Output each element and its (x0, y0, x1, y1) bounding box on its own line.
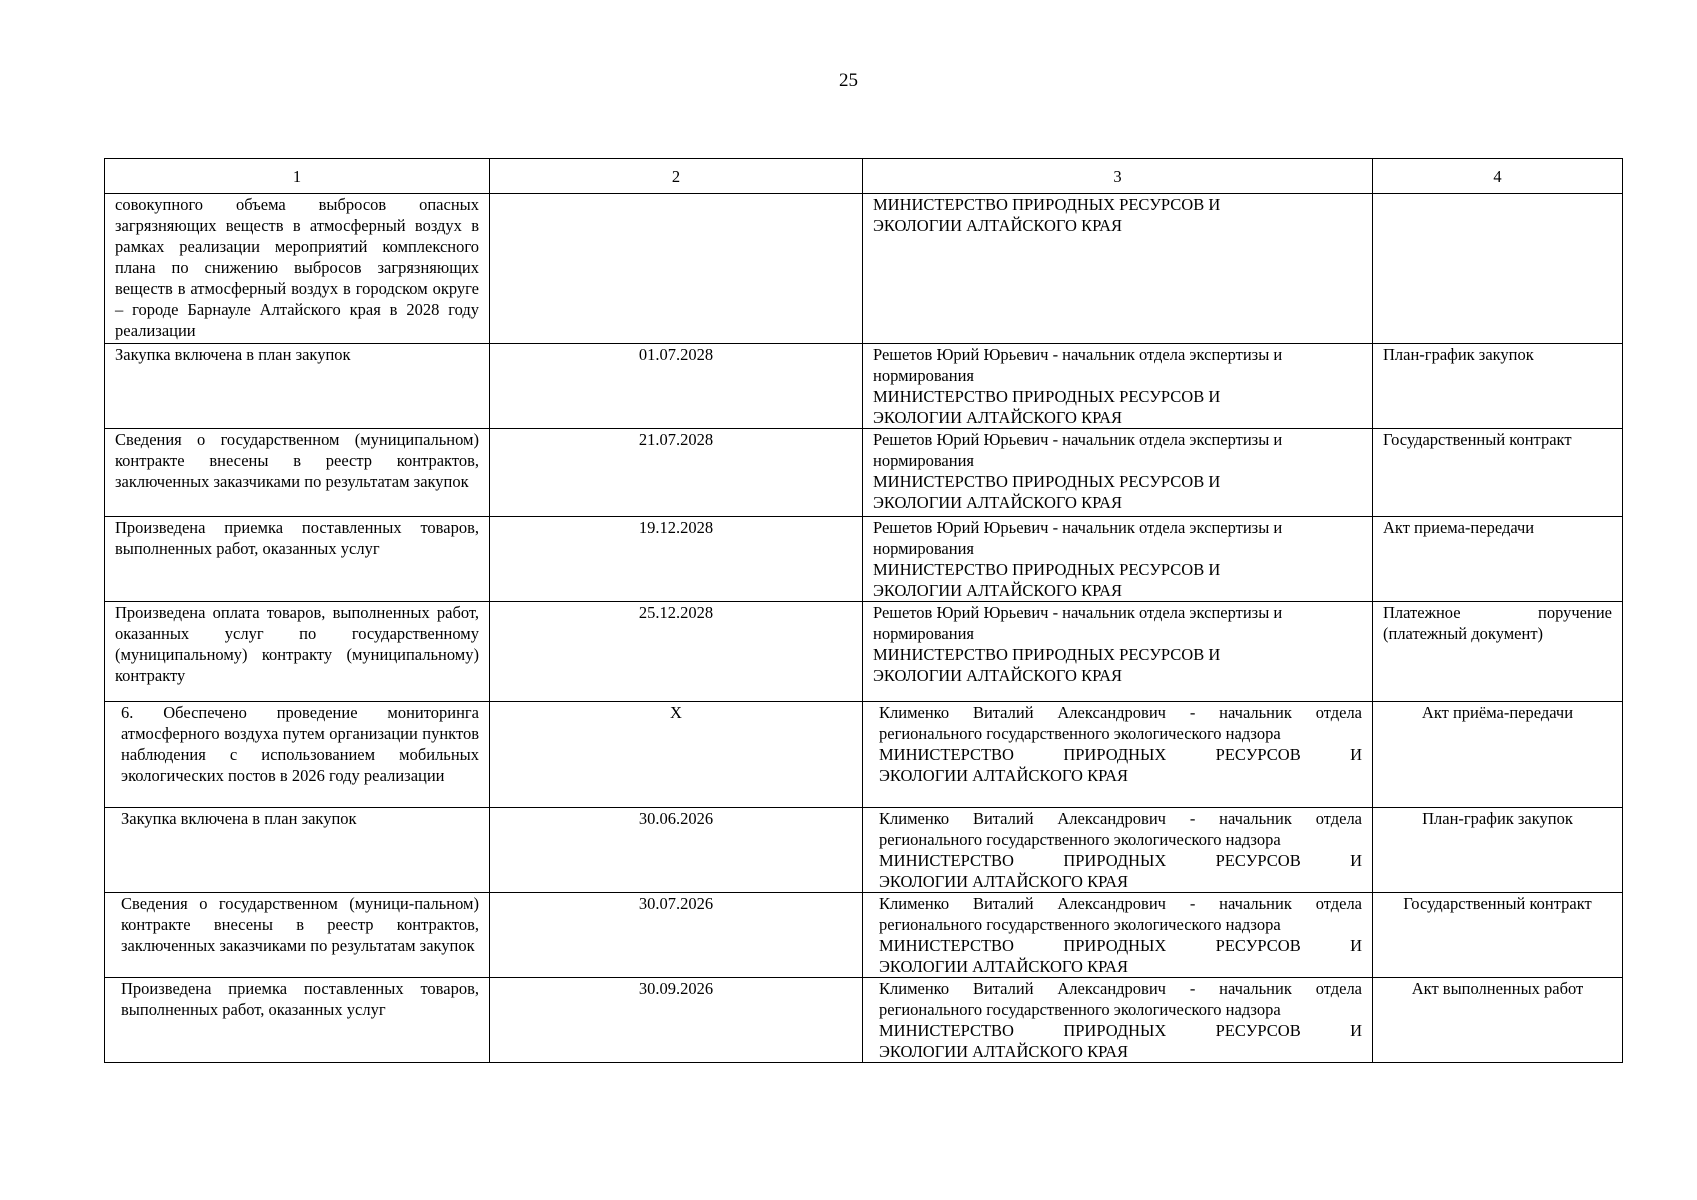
ministry-line-2: ЭКОЛОГИИ АЛТАЙСКОГО КРАЯ (873, 666, 1123, 685)
responsible-cell (863, 602, 1373, 702)
ministry-line-1: МИНИСТЕРСТВО ПРИРОДНЫХ РЕСУРСОВ И (873, 387, 1221, 406)
responsible-person: Решетов Юрий Юрьевич - начальник отдела экспертизы и нормирования (873, 518, 1283, 558)
date-cell: 21.07.2028 (490, 429, 863, 517)
schedule-table (104, 158, 1623, 1063)
responsible-person: Решетов Юрий Юрьевич - начальник отдела экспертизы и нормирования (873, 603, 1283, 643)
date-cell: X (490, 702, 863, 808)
event-cell: Произведена приемка поставленных товаров, выполненных работ, оказанных услуг (105, 517, 490, 602)
table-row (105, 808, 1623, 893)
event-cell: Закупка включена в план закупок (105, 808, 490, 893)
date-cell: 01.07.2028 (490, 344, 863, 429)
responsible-person: Клименко Виталий Александрович - начальник отдела регионального государственного экологического надзора (879, 979, 1362, 1019)
event-cell: Закупка включена в план закупок (105, 344, 490, 429)
table-row (105, 194, 1623, 344)
event-cell: 6. Обеспечено проведение мониторинга атмосферного воздуха путем организации пунктов наблюдения с использованием мобильных экологических постов в 2026 году реализации (105, 702, 490, 808)
responsible-person: Решетов Юрий Юрьевич - начальник отдела экспертизы и нормирования (873, 430, 1283, 470)
table-row (105, 344, 1623, 429)
ministry-line-2: ЭКОЛОГИИ АЛТАЙСКОГО КРАЯ (879, 872, 1129, 891)
ministry-line-1: МИНИСТЕРСТВО ПРИРОДНЫХ РЕСУРСОВ И (873, 645, 1221, 664)
table-row (105, 978, 1623, 1063)
date-cell: 25.12.2028 (490, 602, 863, 702)
responsible-cell (863, 893, 1373, 978)
responsible-cell (863, 702, 1373, 808)
document-cell: План-график закупок (1373, 344, 1623, 429)
responsible-person: Клименко Виталий Александрович - начальник отдела регионального государственного экологического надзора (879, 894, 1362, 934)
responsible-cell (863, 517, 1373, 602)
date-cell: 30.07.2026 (490, 893, 863, 978)
ministry-line-1: МИНИСТЕРСТВО ПРИРОДНЫХ РЕСУРСОВ И (873, 560, 1221, 579)
responsible-cell (863, 429, 1373, 517)
responsible-person: Решетов Юрий Юрьевич - начальник отдела экспертизы и нормирования (873, 345, 1283, 385)
event-cell: Произведена приемка поставленных товаров, выполненных работ, оказанных услуг (105, 978, 490, 1063)
responsible-cell (863, 808, 1373, 893)
ministry-line-1: МИНИСТЕРСТВО ПРИРОДНЫХ РЕСУРСОВ И (879, 936, 1362, 955)
ministry-line-2: ЭКОЛОГИИ АЛТАЙСКОГО КРАЯ (879, 957, 1129, 976)
document-cell: План-график закупок (1373, 808, 1623, 893)
ministry-line-2: ЭКОЛОГИИ АЛТАЙСКОГО КРАЯ (873, 493, 1123, 512)
responsible-cell (863, 978, 1373, 1063)
document-cell: Акт приёма-передачи (1373, 702, 1623, 808)
column-header-1: 1 (105, 159, 490, 194)
ministry-line-1: МИНИСТЕРСТВО ПРИРОДНЫХ РЕСУРСОВ И (873, 472, 1221, 491)
event-cell: Произведена оплата товаров, выполненных работ, оказанных услуг по государственному (муниципальному) контракту (муниципальному) контракту (105, 602, 490, 702)
event-cell: Сведения о государственном (муниципальном) контракте внесены в реестр контрактов, заключенных заказчиками по результатам закупок (105, 429, 490, 517)
column-header-3: 3 (863, 159, 1373, 194)
responsible-person: Клименко Виталий Александрович - начальник отдела регионального государственного экологического надзора (879, 809, 1362, 849)
ministry-line-1: МИНИСТЕРСТВО ПРИРОДНЫХ РЕСУРСОВ И (879, 851, 1362, 870)
event-cell: Сведения о государственном (муници-пальном) контракте внесены в реестр контрактов, заключенных заказчиками по результатам закупок (105, 893, 490, 978)
date-cell: 30.09.2026 (490, 978, 863, 1063)
document-cell: Государственный контракт (1373, 429, 1623, 517)
date-cell: 30.06.2026 (490, 808, 863, 893)
table-row (105, 429, 1623, 517)
responsible-cell (863, 344, 1373, 429)
table-row (105, 602, 1623, 702)
date-cell: 19.12.2028 (490, 517, 863, 602)
ministry-line-2: ЭКОЛОГИИ АЛТАЙСКОГО КРАЯ (873, 581, 1123, 600)
table-row (105, 702, 1623, 808)
table-header-row (105, 159, 1623, 194)
responsible-cell (863, 194, 1373, 344)
ministry-line-2: ЭКОЛОГИИ АЛТАЙСКОГО КРАЯ (879, 766, 1129, 785)
event-cell: совокупного объема выбросов опасных загрязняющих веществ в атмосферный воздух в рамках реализации мероприятий комплексного плана по снижению выбросов загрязняющих веществ в атмосферный воздух в городском округе – городе Барнауле Алтайского края в 2028 году реализации (105, 194, 490, 344)
document-cell: Акт приема-передачи (1373, 517, 1623, 602)
ministry-line-1: МИНИСТЕРСТВО ПРИРОДНЫХ РЕСУРСОВ И (873, 195, 1221, 214)
ministry-line-2: ЭКОЛОГИИ АЛТАЙСКОГО КРАЯ (873, 216, 1123, 235)
document-cell: Платежное поручение (платежный документ) (1373, 602, 1623, 702)
column-header-2: 2 (490, 159, 863, 194)
page-number: 25 (839, 70, 858, 91)
ministry-line-2: ЭКОЛОГИИ АЛТАЙСКОГО КРАЯ (879, 1042, 1129, 1061)
document-cell: Акт выполненных работ (1373, 978, 1623, 1063)
table-row (105, 517, 1623, 602)
date-cell (490, 194, 863, 344)
ministry-line-1: МИНИСТЕРСТВО ПРИРОДНЫХ РЕСУРСОВ И (879, 745, 1362, 764)
document-cell (1373, 194, 1623, 344)
ministry-line-1: МИНИСТЕРСТВО ПРИРОДНЫХ РЕСУРСОВ И (879, 1021, 1362, 1040)
column-header-4: 4 (1373, 159, 1623, 194)
responsible-person: Клименко Виталий Александрович - начальник отдела регионального государственного экологического надзора (879, 703, 1362, 743)
document-cell: Государственный контракт (1373, 893, 1623, 978)
ministry-line-2: ЭКОЛОГИИ АЛТАЙСКОГО КРАЯ (873, 408, 1123, 427)
table-row (105, 893, 1623, 978)
